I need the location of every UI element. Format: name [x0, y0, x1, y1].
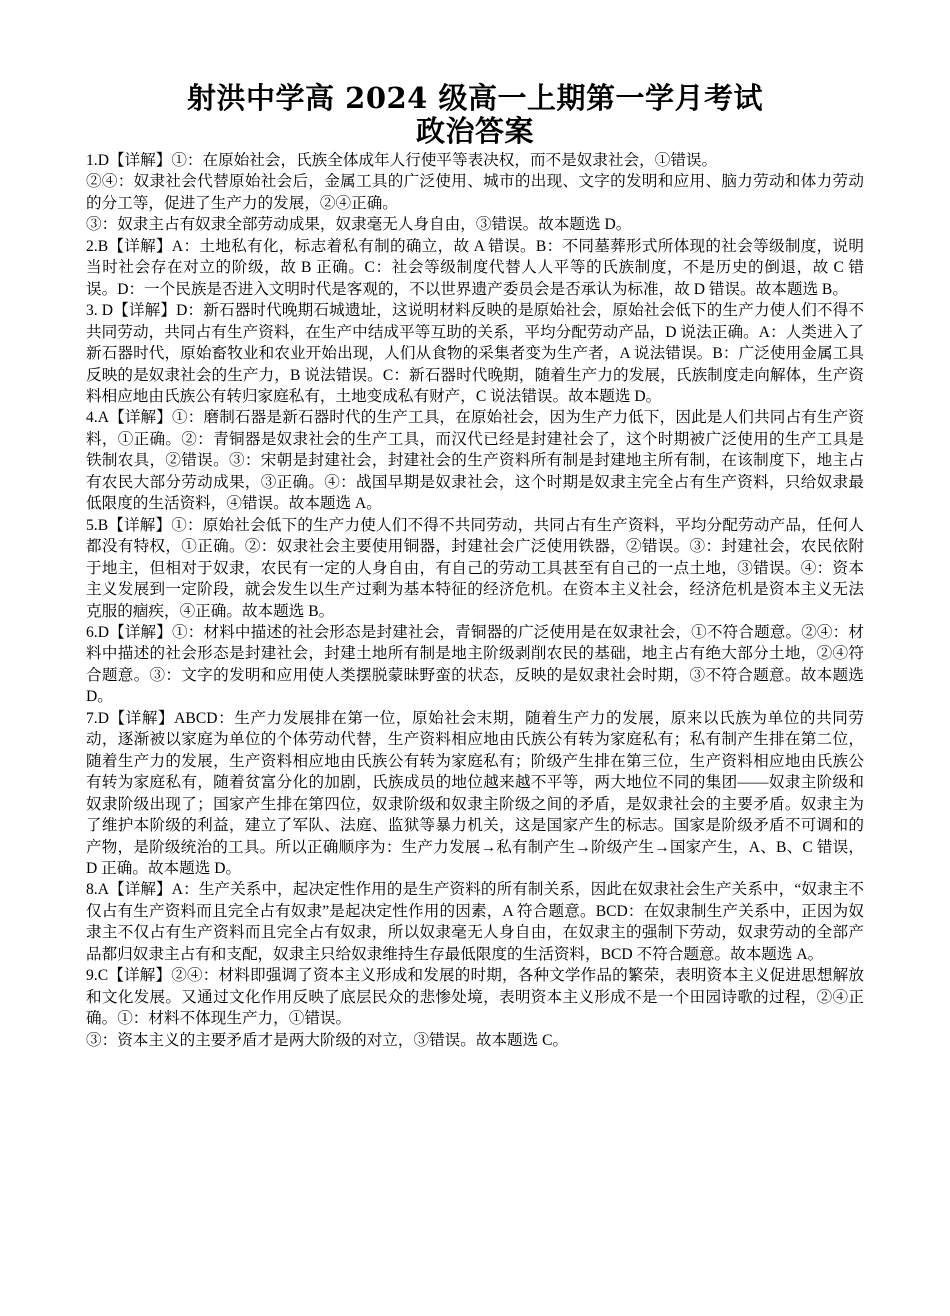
title-line-exam: 射洪中学高 2024 级高一上期第一学月考试 [187, 81, 763, 115]
answer-8-paragraph: 8.A【详解】A：生产关系中，起决定性作用的是生产资料的所有制关系，因此在奴隶社会生产关系中，“奴隶主不仅占有生产资料而且完全占有奴隶”是起决定性作用的因素，A 符合题意。BCD：在奴隶制生产关系中，正因为奴隶主不仅占有生产资料而且完全占有奴隶，所以奴隶毫无人身自由，在奴隶主的强制下劳动，奴隶劳动的全部产品都归奴隶主占有和支配，奴隶主只给奴隶维持生存最低限度的生活资料，BCD 不符合题意。故本题选 A。 [86, 881, 864, 963]
answer-7-paragraph: 7.D【详解】ABCD：生产力发展排在第一位，原始社会末期，随着生产力的发展，原来以氏族为单位的共同劳动，逐渐被以家庭为单位的个体劳动代替，生产资料相应地由氏族公有转为家庭私有；私有制产生排在第二位，随着生产力的发展，生产资料相应地由氏族公有转为家庭私有；阶级产生排在第三位，生产资料相应地由氏族公有转为家庭私有，随着贫富分化的加剧，氏族成员的地位越来越不平等，两大地位不同的集团——奴隶主阶级和奴隶阶级出现了；国家产生排在第四位，奴隶阶级和奴隶主阶级之间的矛盾，是奴隶社会的主要矛盾。奴隶主为了维护本阶级的利益，建立了军队、法庭、监狱等暴力机关，这是国家产生的标志。国家是阶级矛盾不可调和的产物，是阶级统治的工具。所以正确顺序为：生产力发展→私有制产生→阶级产生→国家产生，A、B、C 错误，D 正确。故本题选 D。 [86, 709, 864, 877]
answer-6-paragraph: 6.D【详解】①：材料中描述的社会形态是封建社会，青铜器的广泛使用是在奴隶社会，①不符合题意。②④：材料中描述的社会形态是封建社会，封建土地所有制是地主阶级剥削农民的基础，地主占有绝大部分土地，②④符合题意。③：文字的发明和应用使人类摆脱蒙昧野蛮的状态，反映的是奴隶社会时期，③不符合题意。故本题选 D。 [86, 623, 864, 706]
answer-9-conclusion: ③：资本主义的主要矛盾才是两大阶级的对立，③错误。故本题选 C。 [86, 1031, 569, 1049]
answer-body [86, 150, 864, 1051]
answer-1-paragraph-continued: ②④：奴隶社会代替原始社会后，金属工具的广泛使用、城市的出现、文字的发明和应用、脑力劳动和体力劳动的分工等，促进了生产力的发展，②④正确。 [86, 173, 864, 212]
answer-3-paragraph: 3. D【详解】D：新石器时代晚期石城遗址，这说明材料反映的是原始社会，原始社会低下的生产力使人们不得不共同劳动，共同占有生产资料，在生产中结成平等互助的关系，平均分配劳动产品，D 说法正确。A：人类进入了新石器时代，原始畜牧业和农业开始出现，人们从食物的采集者变为生产者，A 说法错误。B：广泛使用金属工具反映的是奴隶社会的生产力，B 说法错误。C：新石器时代晚期，随着生产力的发展，氏族制度走向解体，生产资料相应地由氏族公有转归家庭私有，土地变成私有财产，C 说法错误。故本题选 D。 [86, 302, 864, 405]
title-line-subject: 政治答案 [415, 114, 534, 148]
answer-5-paragraph: 5.B【详解】①：原始社会低下的生产力使人们不得不共同劳动，共同占有生产资料，平均分配劳动产品，任何人都没有特权，①正确。②：奴隶社会主要使用铜器，封建社会广泛使用铁器，②错误。③：封建社会，农民依附于地主，但相对于奴隶，农民有一定的人身自由，有自己的劳动工具甚至有自己的一点土地，③错误。④：资本主义发展到一定阶段，就会发生以生产过剩为基本特征的经济危机。在资本主义社会，经济危机是资本主义无法克服的痼疾，④正确。故本题选 B。 [86, 516, 864, 620]
answer-1-paragraph: 1.D【详解】①：在原始社会，氏族全体成年人行使平等表决权，而不是奴隶社会，①错误。 [86, 152, 718, 169]
answer-2-paragraph: 2.B【详解】A：土地私有化，标志着私有制的确立，故 A 错误。B：不同墓葬形式所体现的社会等级制度，说明当时社会存在对立的阶级，故 B 正确。C：社会等级制度代替人人平等的氏族制度，不是历史的倒退，故 C 错误。D：一个民族是否进入文明时代是客观的，不以世界遗产委员会是否承认为标准，故 D 错误。故本题选 B。 [86, 237, 864, 298]
document-title [86, 82, 864, 148]
answer-9-paragraph: 9.C【详解】②④：材料即强调了资本主义形成和发展的时期，各种文学作品的繁荣，表明资本主义促进思想解放和文化发展。又通过文化作用反映了底层民众的悲惨处境，表明资本主义形成不是一个田园诗歌的过程，②④正确。①：材料不体现生产力，①错误。 [86, 967, 864, 1028]
answer-1-conclusion: ③：奴隶主占有奴隶全部劳动成果，奴隶毫无人身自由，③错误。故本题选 D。 [86, 216, 632, 234]
answer-4-paragraph: 4.A【详解】①：磨制石器是新石器时代的生产工具，在原始社会，因为生产力低下，因此是人们共同占有生产资料，①正确。②：青铜器是奴隶社会的生产工具，而汉代已经是封建社会了，这个时期被广泛使用的生产工具是铁制农具，②错误。③：宋朝是封建社会，封建社会的生产资料所有制是封建地主所有制，在该制度下，地主占有农民大部分劳动成果，③正确。④：战国早期是奴隶社会，这个时期是奴隶主完全占有生产资料，只给奴隶最低限度的生活资料，④错误。故本题选 A。 [86, 409, 864, 513]
